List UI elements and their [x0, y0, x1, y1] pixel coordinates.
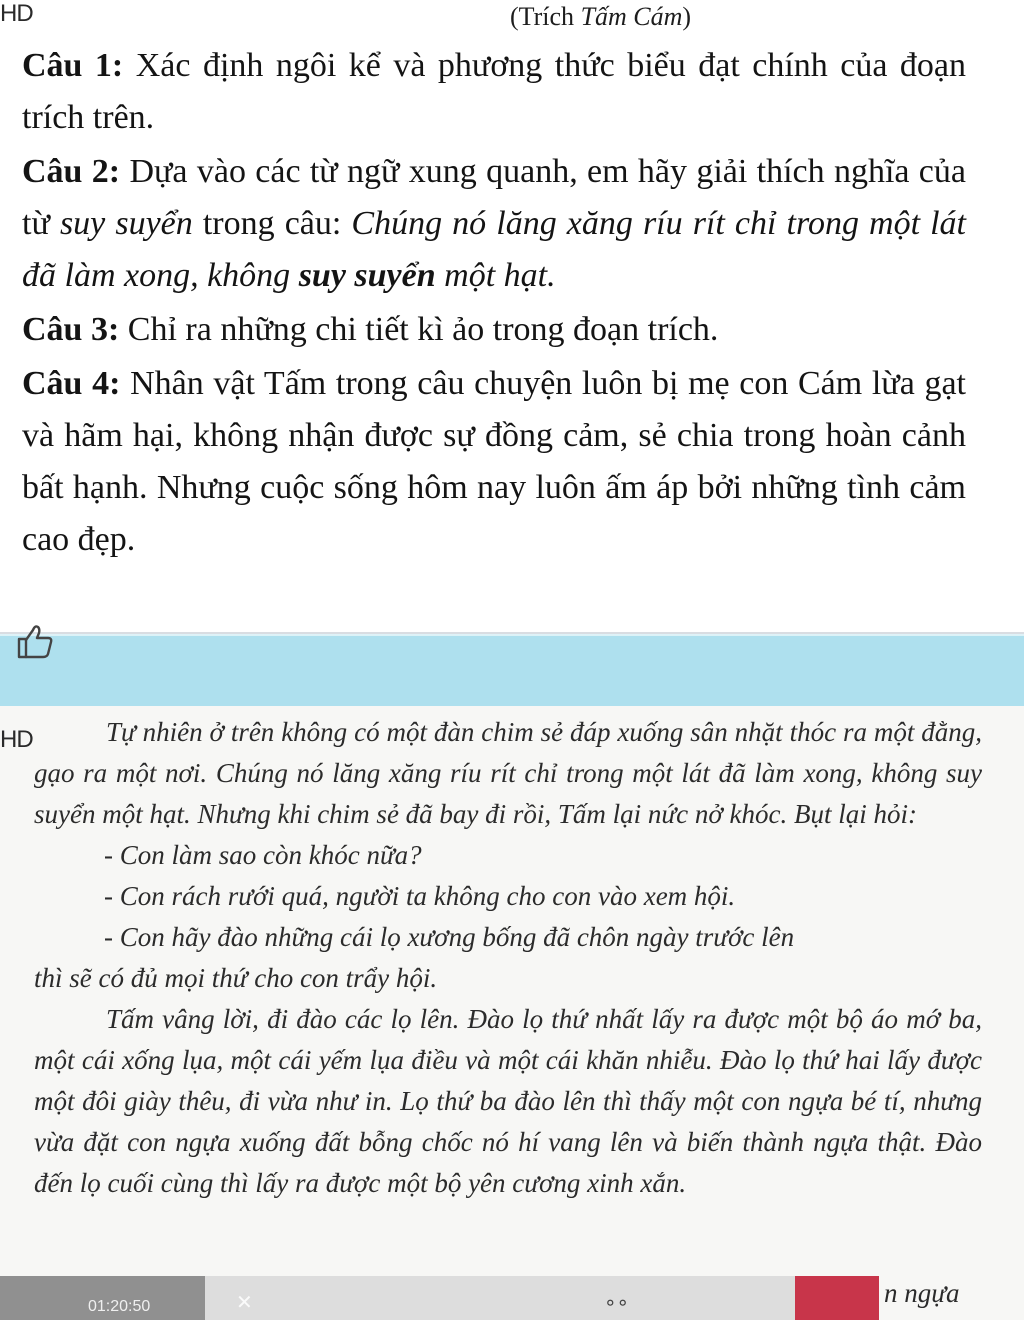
passage-paragraph: Tấm vâng lời, đi đào các lọ lên. Đào lọ thứ nhất lấy ra được một bộ áo mớ ba, một cái xống lụa, một cái yếm lụa điều và một cái khăn nhiễu. Đào lọ thứ hai lấy được một đôi giày thêu, đi vừa như in. Lọ thứ ba đào lên thì thấy một con ngựa bé tí, nhưng vừa đặt con ngựa xuống đất bỗng chốc nó hí vang lên và biến thành ngựa thật. Đào đến lọ cuối cùng thì lấy ra được một bộ yên cương xinh xắn. — [34, 1004, 982, 1198]
hd-label: HD — [0, 0, 33, 27]
toolbar-left-panel — [0, 1276, 205, 1320]
hangup-button[interactable] — [795, 1276, 879, 1320]
like-button[interactable] — [6, 612, 64, 670]
source-citation: (Trích Tấm Cám) — [510, 2, 692, 31]
mic-off-icon[interactable]: ✕ — [236, 1290, 253, 1314]
dialog-continuation: thì sẽ có đủ mọi thứ cho con trẩy hội. — [34, 963, 438, 993]
meeting-toolbar — [0, 1276, 1024, 1320]
top-message-card — [0, 0, 1024, 634]
bottom-message-card — [0, 706, 1024, 1320]
hd-label: HD — [0, 726, 33, 753]
question-4: Câu 4: Nhân vật Tấm trong câu chuyện luôn bị mẹ con Cám lừa gạt và hãm hại, không nhận được sự đồng cảm, sẻ chia trong hoàn cảnh bất hạnh. Nhưng cuộc sống hôm nay luôn ấm áp bởi những tình cảm cao đẹp. — [22, 365, 966, 558]
partial-text: n ngựa — [884, 1278, 960, 1308]
reaction-band — [0, 636, 1024, 706]
call-timer: 01:20:50 — [88, 1298, 151, 1315]
dialog-line: - Con làm sao còn khóc nữa? — [104, 840, 422, 870]
question-3: Câu 3: Chỉ ra những chi tiết kì ảo trong đoạn trích. — [22, 311, 719, 348]
toolbar-middle-panel — [205, 1276, 795, 1320]
dialog-line: - Con rách rưới quá, người ta không cho con vào xem hội. — [104, 881, 736, 911]
thumbs-up-icon — [15, 621, 55, 661]
story-passage — [34, 712, 982, 1204]
participants-icon[interactable]: ∘∘ — [604, 1290, 630, 1314]
question-2: Câu 2: Dựa vào các từ ngữ xung quanh, em hãy giải thích nghĩa của từ suy suyển trong câu: Chúng nó lăng xăng ríu rít chỉ trong một lát đã làm xong, không suy suyển một hạt. — [22, 153, 966, 294]
dialog-line: - Con hãy đào những cái lọ xương bống đã chôn ngày trước lên — [104, 922, 795, 952]
question-1: Câu 1: Xác định ngôi kể và phương thức biểu đạt chính của đoạn trích trên. — [22, 47, 966, 136]
question-list — [22, 40, 966, 568]
passage-paragraph: Tự nhiên ở trên không có một đàn chim sẻ đáp xuống sân nhặt thóc ra một đằng, gạo ra một nơi. Chúng nó lăng xăng ríu rít chỉ trong một lát đã làm xong, không suy suyển một hạt. Nhưng khi chim sẻ đã bay đi rồi, Tấm lại nức nở khóc. Bụt lại hỏi: — [34, 717, 982, 829]
